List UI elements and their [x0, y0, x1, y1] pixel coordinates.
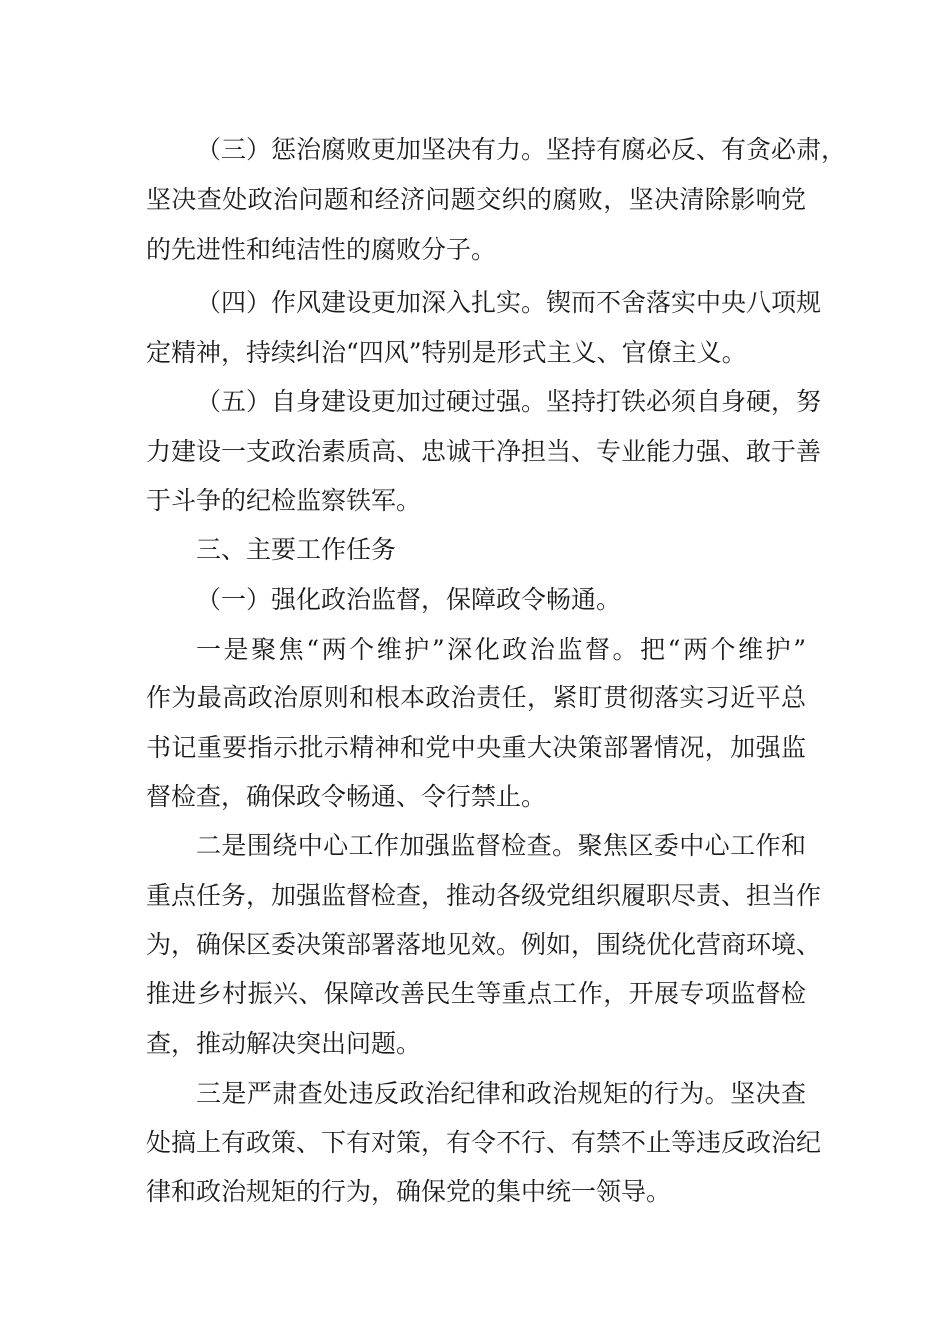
paragraph-3-line-2: 坚决查处政治问题和经济问题交织的腐败，坚决清除影响党: [146, 185, 806, 214]
item-1-line-4: 督检查，确保政令畅通、令行禁止。: [146, 782, 547, 811]
paragraph-3-line-1: （三）惩治腐败更加坚决有力。坚持有腐必反、有贪必肃，: [196, 135, 847, 164]
item-3-line-2: 处搞上有政策、下有对策，有令不行、有禁不止等违反政治纪: [146, 1128, 822, 1157]
section-heading: 三、主要工作任务: [196, 535, 397, 564]
paragraph-5-line-2: 力建设一支政治素质高、忠诚干净担当、专业能力强、敢于善: [146, 437, 822, 466]
item-1-line-1: 一是聚焦“两个维护”深化政治监督。把“两个维护”: [196, 635, 806, 664]
subsection-heading: （一）强化政治监督，保障政令畅通。: [196, 585, 622, 614]
item-3-line-3: 律和政治规矩的行为，确保党的集中统一领导。: [146, 1177, 672, 1206]
item-1-line-3: 书记重要指示批示精神和党中央重大决策部署情况，加强监: [146, 733, 806, 762]
item-2-line-3: 为，确保区委决策部署落地见效。例如，围绕优化营商环境、: [146, 930, 822, 959]
item-2-line-4: 推进乡村振兴、保障改善民生等重点工作，开展专项监督检: [146, 979, 806, 1008]
paragraph-5-line-3: 于斗争的纪检监察铁军。: [146, 486, 422, 515]
item-2-line-2: 重点任务，加强监督检查，推动各级党组织履职尽责、担当作: [146, 881, 822, 910]
item-3-line-1: 三是严肃查处违反政治纪律和政治规矩的行为。坚决查: [196, 1079, 806, 1108]
paragraph-3-line-3: 的先进性和纯洁性的腐败分子。: [146, 235, 497, 264]
item-1-line-2: 作为最高政治原则和根本政治责任，紧盯贯彻落实习近平总: [146, 683, 806, 712]
paragraph-5-line-1: （五）自身建设更加过硬过强。坚持打铁必须自身硬，努: [196, 387, 822, 416]
paragraph-4-line-2: 定精神，持续纠治“四风”特别是形式主义、官僚主义。: [146, 338, 747, 367]
item-2-line-1: 二是围绕中心工作加强监督检查。聚焦区委中心工作和: [196, 831, 806, 860]
item-2-line-5: 查，推动解决突出问题。: [146, 1029, 422, 1058]
paragraph-4-line-1: （四）作风建设更加深入扎实。锲而不舍落实中央八项规: [196, 288, 822, 317]
